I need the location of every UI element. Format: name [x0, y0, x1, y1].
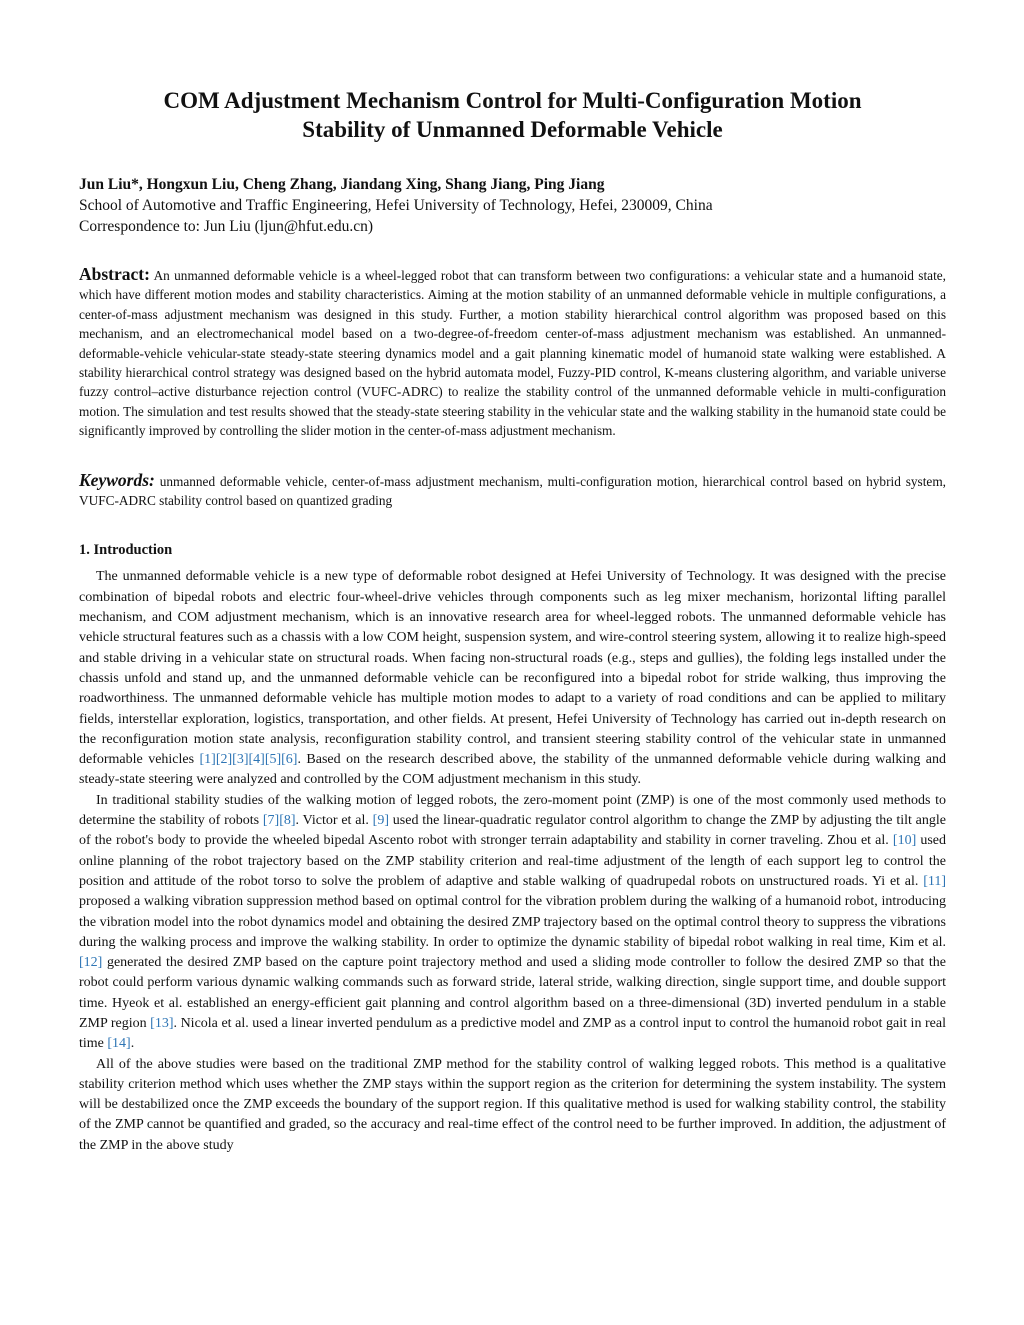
- affiliation-line: School of Automotive and Traffic Engineering, Hefei University of Technology, Hefei, 230009, China: [79, 197, 713, 214]
- authors-line: Jun Liu*, Hongxun Liu, Cheng Zhang, Jiandang Xing, Shang Jiang, Ping Jiang: [79, 176, 605, 193]
- citation-link[interactable]: [12]: [79, 955, 103, 971]
- paragraph-text: All of the above studies were based on the traditional ZMP method for the stability control of walking legged robots. This method is a qualitative stability criterion method which uses whether the ZMP stays within the support region as the criterion for determining the system instability. The system will be destabilized once the ZMP exceeds the boundary of the support region. If this qualitative method is used for walking stability control, the stability of the ZMP cannot be quantified and graded, so the accuracy and real-time effect of the control need to be further improved. In addition, the adjustment of the ZMP in the above study: [79, 1056, 946, 1153]
- citation-link[interactable]: [1][2][3][4][5][6]: [199, 752, 298, 768]
- paragraph-text: .: [130, 1036, 135, 1052]
- paragraph-text: In traditional stability studies of the walking motion of legged robots, the zero-moment point (ZMP) is one of the most commonly used methods to determine the stability of robots: [79, 792, 946, 829]
- paragraph: [79, 567, 946, 790]
- author-block: [79, 174, 946, 237]
- section-heading-introduction: 1. Introduction: [79, 542, 173, 559]
- abstract-section: [79, 265, 946, 441]
- paragraph-text: generated the desired ZMP based on the capture point trajectory method and used a sliding mode controller to follow the desired ZMP so that the robot could perform various dynamic walking commands such as forward stride, lateral stride, walking direction, single support time, and double support time. Hyeok et al. established an energy-efficient gait planning and control algorithm based on a three-dimensional (3D) inverted pendulum in a stable ZMP region: [79, 955, 946, 1031]
- paper-title: [79, 86, 946, 144]
- abstract-text: An unmanned deformable vehicle is a wheel-legged robot that can transform between two configurations: a vehicular state and a humanoid state, which have different motion modes and stability characteristics. Aiming at the motion stability of an unmanned deformable vehicle in multiple configurations, a center-of-mass adjustment mechanism was designed in this study. Further, a motion stability hierarchical control algorithm was proposed based on this mechanism, and an electromechanical model based on a two-degree-of-freedom center-of-mass adjustment mechanism was established. An unmanned-deformable-vehicle vehicular-state steady-state steering dynamics model and a gait planning kinematic model of humanoid state walking were established. A stability hierarchical control strategy was designed based on the hybrid automata model, Fuzzy-PID control, K-means clustering algorithm, and variable universe fuzzy control–active disturbance rejection control (VUFC-ADRC) to realize the stability control of the unmanned deformable vehicle in multi-configuration motion. The simulation and test results showed that the steady-state steering stability in the vehicular state and the walking stability in the humanoid state could be significantly improved by controlling the slider motion in the center-of-mass adjustment mechanism.: [79, 268, 946, 439]
- paper-title-line2: Stability of Unmanned Deformable Vehicle: [302, 117, 723, 142]
- paragraph: [79, 791, 946, 1055]
- paragraph-text: proposed a walking vibration suppression method based on optimal control for the vibration problem during the walking of a humanoid robot, introducing the vibration model into the robot dynamics model and obtaining the desired ZMP trajectory based on the optimal control theory to suppress the vibrations during the walking process and improve the walking stability. In order to optimize the dynamic stability of bipedal robot walking in real time, Kim et al.: [79, 894, 946, 950]
- paragraph: [79, 1055, 946, 1156]
- keywords-text: unmanned deformable vehicle, center-of-mass adjustment mechanism, multi-configuration motion, hierarchical control based on hybrid system, VUFC-ADRC stability control based on quantized grading: [79, 473, 946, 509]
- paragraph-text: . Nicola et al. used a linear inverted pendulum as a predictive model and ZMP as a control input to control the humanoid robot gait in real time: [79, 1016, 946, 1052]
- keywords-section: [79, 471, 946, 511]
- paragraph-text: . Victor et al.: [295, 813, 373, 829]
- citation-link[interactable]: [10]: [892, 833, 917, 849]
- paragraph-text: used online planning of the robot trajectory based on the ZMP stability criterion and real-time adjustment of the length of each support leg to control the position and attitude of the robot torso to solve the problem of adaptive and stable walking of quadrupedal robots on unstructured roads. Yi et al.: [79, 833, 947, 889]
- keywords-label: Keywords:: [79, 469, 155, 490]
- abstract-label: Abstract:: [79, 264, 150, 284]
- citation-link[interactable]: [7][8]: [262, 813, 296, 829]
- paragraph-text: . Based on the research described above, the stability of the unmanned deformable vehicle during walking and steady-state steering were analyzed and controlled by the COM adjustment mechanism in this study.: [79, 752, 946, 788]
- citation-link[interactable]: [14]: [107, 1036, 131, 1052]
- citation-link[interactable]: [9]: [372, 813, 389, 829]
- citation-link[interactable]: [11]: [923, 873, 946, 889]
- correspondence-line: Correspondence to: Jun Liu (ljun@hfut.edu.cn): [79, 218, 374, 235]
- paragraph-text: used the linear-quadratic regulator control algorithm to change the ZMP by adjusting the tilt angle of the robot's body to provide the wheeled bipedal Ascento robot with stronger terrain adaptability and stability in corner traveling. Zhou et al.: [79, 813, 946, 849]
- citation-link[interactable]: [13]: [150, 1016, 174, 1031]
- paper-title-line1: COM Adjustment Mechanism Control for Multi-Configuration Motion: [163, 88, 862, 113]
- paragraph-text: The unmanned deformable vehicle is a new type of deformable robot designed at Hefei University of Technology. It was designed with the precise combination of bipedal robots and electric four-wheel-drive vehicles through components such as leg mixer mechanism, horizontal lifting parallel mechanism, and COM adjustment mechanism, which is an innovative research area for wheel-legged robots. The unmanned deformable vehicle has vehicle structural features such as a chassis with a low COM height, suspension system, and wire-control steering system, allowing it to realize high-speed and stable driving in a vehicular state on structural roads. When facing non-structural roads (e.g., steps and gullies), the folding legs installed under the chassis unfold and stand up, and the unmanned deformable vehicle can be reconfigured into a bipedal robot for stride walking, thus improving the roadworthiness. The unmanned deformable vehicle has multiple motion modes to adapt to a variety of road conditions and can be applied to military fields, interstellar exploration, logistics, transportation, and other fields. At present, Hefei University of Technology has carried out in-depth research on the reconfiguration motion state analysis, reconfiguration stability control, and transient steering stability control of the vehicular state in unmanned deformable vehicles: [79, 569, 946, 768]
- introduction-paragraphs: [79, 567, 946, 1156]
